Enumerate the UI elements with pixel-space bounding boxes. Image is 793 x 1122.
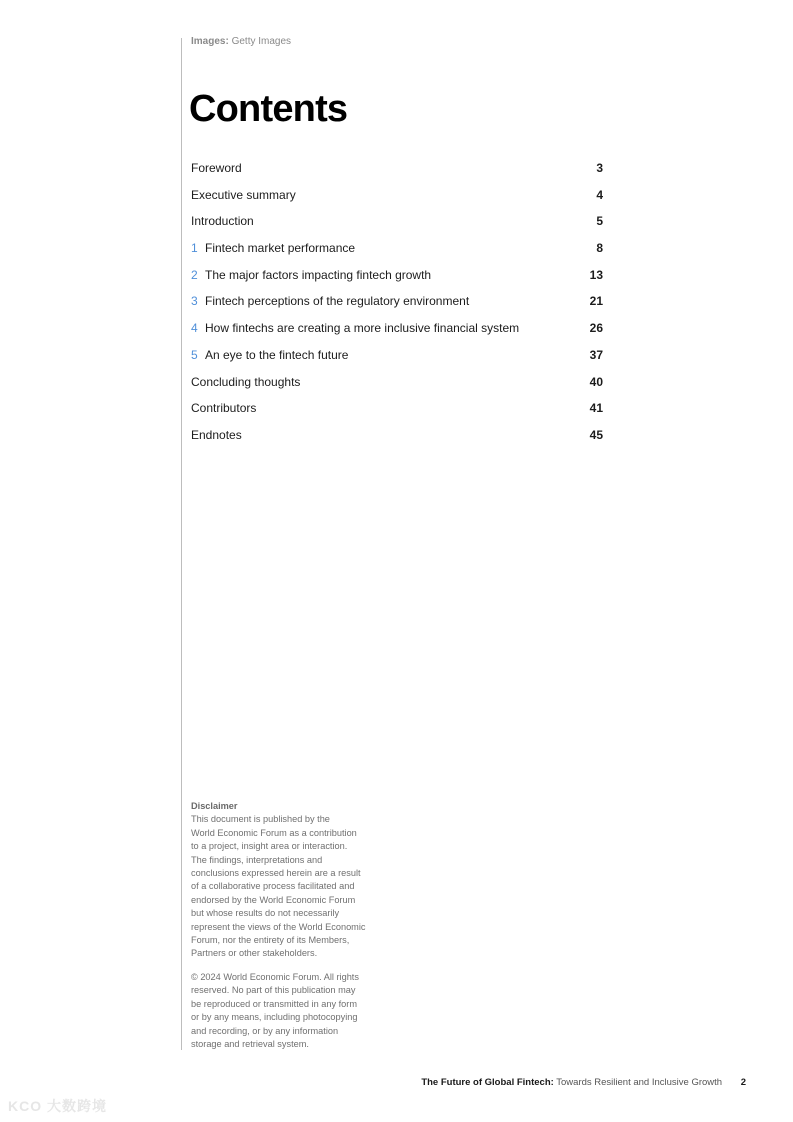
- toc-page-number: 13: [589, 267, 603, 282]
- disclaimer-line: conclusions expressed herein are a result: [191, 868, 361, 879]
- toc-chapter-number: 3: [191, 294, 198, 309]
- footer-document-subtitle: Towards Resilient and Inclusive Growth: [556, 1077, 723, 1088]
- toc-entry-label: The major factors impacting fintech growth: [205, 267, 432, 282]
- copyright-line: © 2024 World Economic Forum. All rights: [191, 971, 359, 982]
- toc-entry-label: Endnotes: [191, 427, 242, 442]
- toc-entry[interactable]: [191, 422, 603, 449]
- disclaimer-line: World Economic Forum as a contribution: [191, 827, 357, 838]
- disclaimer-line: to a project, insight area or interaction.: [191, 841, 348, 852]
- toc-page-number: 4: [596, 187, 603, 202]
- toc-entry-label: Concluding thoughts: [191, 374, 301, 389]
- toc-entry[interactable]: [191, 342, 603, 369]
- toc-chapter-number: 2: [191, 267, 198, 282]
- copyright-line: storage and retrieval system.: [191, 1038, 309, 1049]
- toc-entry-label: How fintechs are creating a more inclusive financial system: [205, 321, 520, 336]
- footer-document-title: The Future of Global Fintech:: [421, 1077, 554, 1088]
- page-footer: [421, 1077, 746, 1088]
- toc-page-number: 41: [589, 401, 603, 416]
- watermark-logo: [8, 1096, 107, 1116]
- toc-entry-label: Introduction: [191, 214, 254, 229]
- toc-chapter-number: 4: [191, 321, 198, 336]
- toc-page-number: 37: [589, 347, 603, 362]
- toc-entry[interactable]: [191, 208, 603, 235]
- toc-entry[interactable]: [191, 182, 603, 209]
- toc-entry[interactable]: [191, 288, 603, 315]
- toc-page-number: 40: [589, 374, 603, 389]
- image-credit-label: Images:: [191, 36, 229, 47]
- side-rule: [181, 38, 182, 1050]
- toc-page-number: 26: [589, 321, 603, 336]
- image-credit-value: Getty Images: [231, 36, 292, 47]
- toc-entry[interactable]: [191, 155, 603, 182]
- disclaimer-heading: Disclaimer: [191, 801, 238, 811]
- toc-entry-label: Foreword: [191, 161, 242, 175]
- toc-entry[interactable]: [191, 262, 603, 289]
- toc-chapter-number: 5: [191, 347, 198, 362]
- toc-entry-label: An eye to the fintech future: [205, 347, 349, 362]
- table-of-contents: [191, 155, 603, 449]
- toc-entry[interactable]: [191, 395, 603, 422]
- disclaimer-line: of a collaborative process facilitated and: [191, 881, 355, 892]
- disclaimer-line: but whose results do not necessarily: [191, 908, 340, 919]
- toc-page-number: 45: [589, 427, 603, 442]
- toc-entry[interactable]: [191, 369, 603, 396]
- toc-entry-label: Contributors: [191, 401, 257, 416]
- image-credit: [191, 36, 291, 47]
- disclaimer-line: endorsed by the World Economic Forum: [191, 894, 356, 905]
- copyright-line: and recording, or by any information: [191, 1025, 339, 1036]
- watermark-text: KCO 大数跨境: [8, 1098, 107, 1114]
- disclaimer-line: This document is published by the: [191, 814, 330, 825]
- copyright-line: or by any means, including photocopying: [191, 1012, 358, 1023]
- footer-page-number: 2: [740, 1077, 746, 1088]
- copyright-line: reserved. No part of this publication may: [191, 985, 356, 996]
- toc-page-number: 21: [589, 294, 603, 309]
- toc-entry-label: Fintech perceptions of the regulatory environment: [205, 294, 470, 309]
- toc-chapter-number: 1: [191, 241, 198, 256]
- disclaimer: [191, 800, 383, 1051]
- disclaimer-line: The findings, interpretations and: [191, 854, 323, 865]
- disclaimer-line: Partners or other stakeholders.: [191, 948, 318, 959]
- toc-page-number: 5: [596, 214, 603, 229]
- copyright-notice: [191, 971, 383, 1051]
- page-title: Contents: [189, 88, 348, 130]
- disclaimer-body: [191, 813, 383, 960]
- copyright-line: be reproduced or transmitted in any form: [191, 998, 357, 1009]
- toc-entry[interactable]: [191, 315, 603, 342]
- disclaimer-line: represent the views of the World Economic: [191, 921, 366, 932]
- toc-entry-label: Fintech market performance: [205, 241, 356, 256]
- toc-page-number: 3: [596, 161, 603, 175]
- toc-page-number: 8: [596, 241, 603, 256]
- disclaimer-line: Forum, nor the entirety of its Members,: [191, 935, 350, 946]
- toc-entry[interactable]: [191, 235, 603, 262]
- toc-entry-label: Executive summary: [191, 187, 296, 202]
